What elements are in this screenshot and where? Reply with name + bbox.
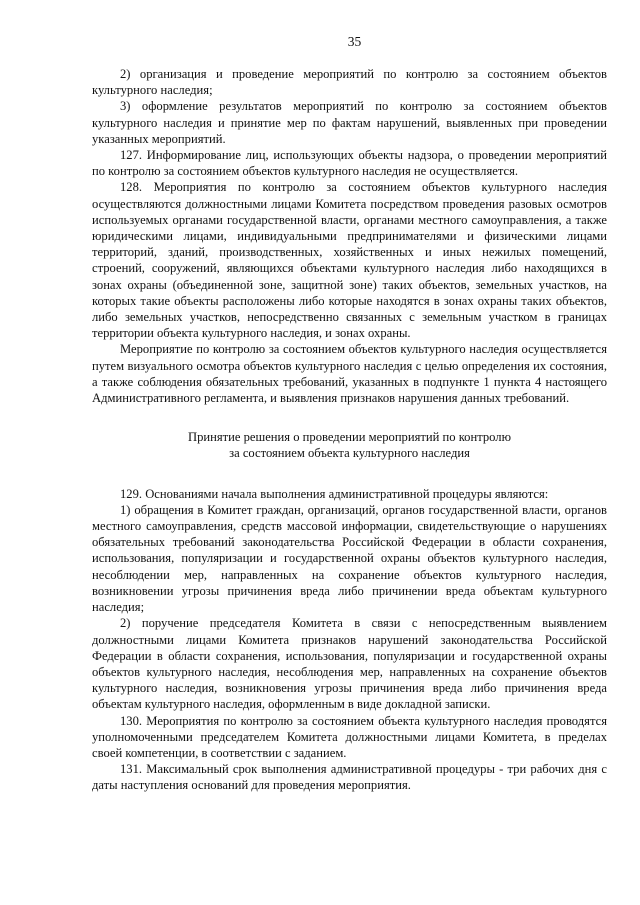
paragraph-131: 131. Максимальный срок выполнения административной процедуры - три рабочих дня с даты наступления оснований для проведения мероприятия. [92, 762, 607, 793]
paragraph-129-item-1: 1) обращения в Комитет граждан, организаций, органов государственной власти, органов местного самоуправления, средств массовой информации, свидетельствующие о нарушениях обязательных требований законодательства Российской Федерации в области сохранения, использования, популяризации и государственной охраны объектов культурного наследия, несоблюдении мер, направленных на сохранение объектов культурного наследия, возникновении угрозы причинения вреда либо причинении вреда объектам культурного наследия; [92, 502, 607, 615]
paragraph-item-2-organization: 2) организация и проведение мероприятий по контролю за состоянием объектов культурного наследия; [92, 67, 607, 98]
paragraph-127: 127. Информирование лиц, использующих объекты надзора, о проведении мероприятий по контролю за состоянием объектов культурного наследия не осуществляется. [92, 148, 607, 179]
section-heading-line-2: за состоянием объекта культурного наследия [229, 446, 470, 461]
paragraph-129-item-2: 2) поручение председателя Комитета в связи с непосредственным выявлением должностными лицами Комитета признаков нарушений законодательства Российской Федерации в области сохранения, использования, популяризации и государственной охраны объектов культурного наследия, несоблюдения мер, направленных на сохранение объектов культурного наследия, возникновения угрозы причинения вреда либо причинения вреда объектам культурного наследия, оформленным в виде докладной записки. [92, 616, 607, 712]
paragraph-130: 130. Мероприятия по контролю за состоянием объекта культурного наследия проводятся уполномоченными председателем Комитета должностными лицами Комитета, в пределах своей компетенции, в соответствии с заданием. [92, 713, 607, 760]
paragraph-inspection-method: Мероприятие по контролю за состоянием объектов культурного наследия осуществляется путем визуального осмотра объектов культурного наследия с целью определения их состояния, а также соблюдения обязательных требований, указанных в подпункте 1 пункта 4 настоящего Административного регламента, и выявления признаков нарушения данных требований. [92, 342, 607, 406]
section-heading-line-1: Принятие решения о проведении мероприятий по контролю [187, 430, 511, 445]
paragraph-item-3-results: 3) оформление результатов мероприятий по контролю за состоянием объектов культурного наследия и принятие мер по фактам нарушений, выявленных при проведении указанных мероприятий. [92, 99, 607, 146]
page-number: 35 [347, 34, 362, 49]
section-heading [92, 429, 607, 461]
paragraph-128: 128. Мероприятия по контролю за состоянием объектов культурного наследия осуществляются должностными лицами Комитета посредством проведения разовых осмотров используемых органами государственной власти, органами местного самоуправления, а также юридическими лицами, индивидуальными предпринимателями и физическими лицами территорий, зданий, производственных, хозяйственных и иных нежилых помещений, строений, сооружений, являющихся объектами культурного наследия либо находящихся в зонах охраны (объединенной зоне, защитной зоне) таких объектов, земельных участков, на которых такие объекты расположены либо которые находятся в зонах охраны таких объектов, либо земельных участков, непосредственно связанных с земельным участком в границах территории объекта культурного наследия, и зонах охраны. [92, 180, 607, 341]
paragraph-129: 129. Основаниями начала выполнения административной процедуры являются: [120, 486, 549, 501]
